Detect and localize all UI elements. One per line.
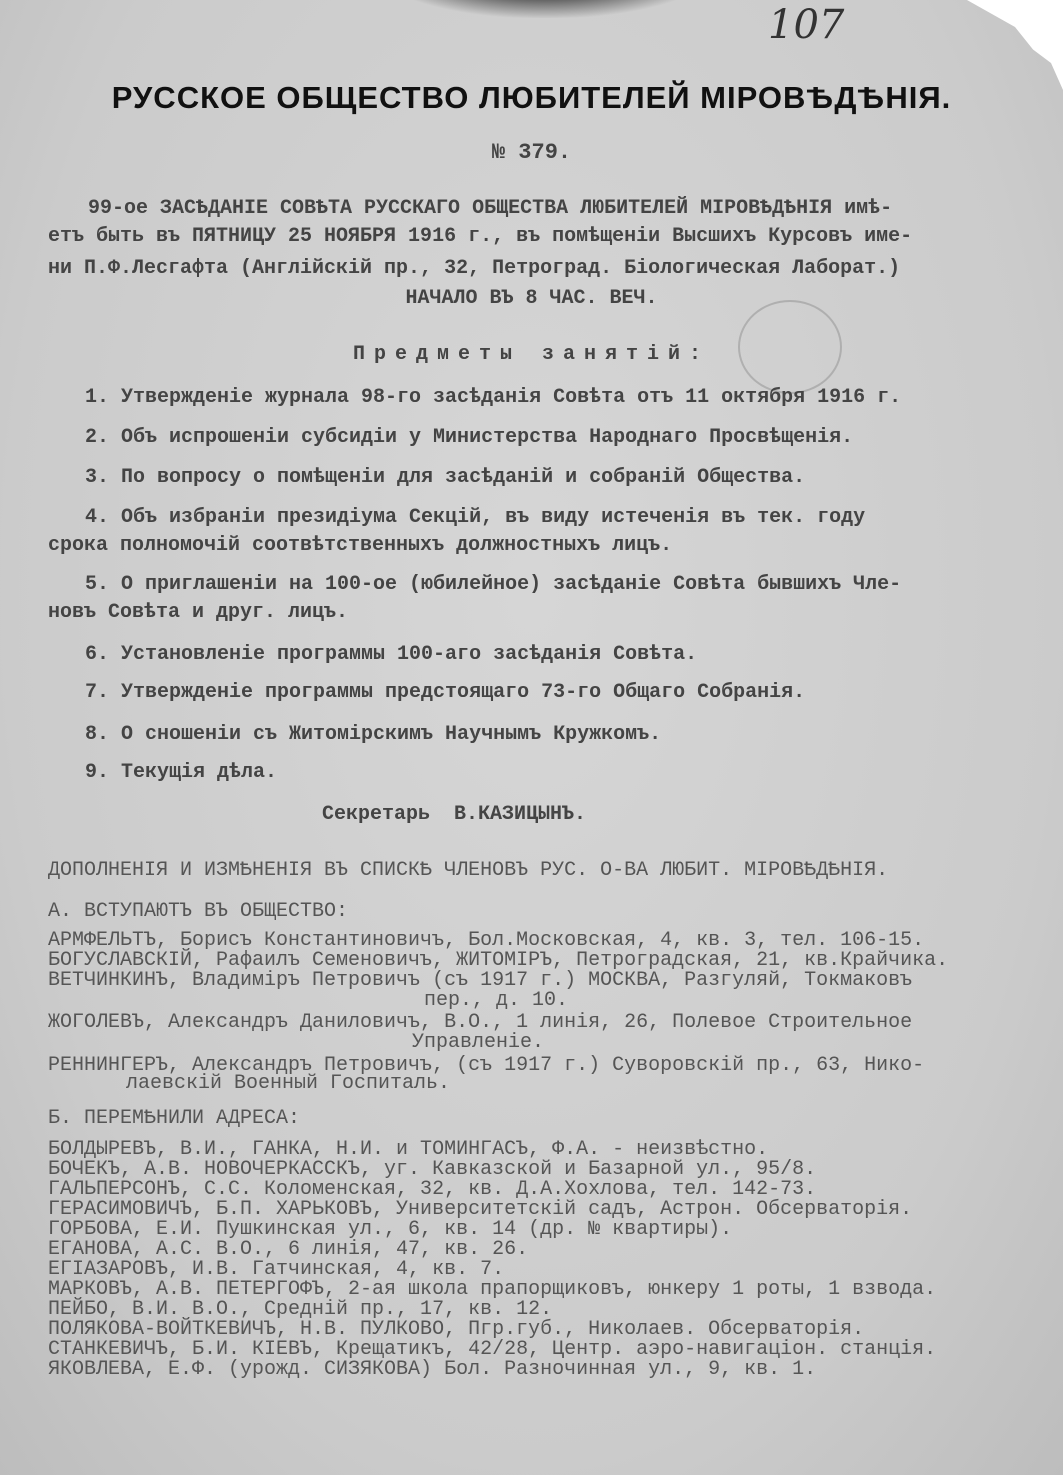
address-change-entry: ЯКОВЛЕВА, Е.Ф. (урожд. СИЗЯКОВА) Бол. Разночинная ул., 9, кв. 1. [48,1358,817,1381]
address-change-entry: МАРКОВЪ, А.В. ПЕТЕРГОФЪ, 2-ая школа прапорщиковъ, юнкеру 1 роты, 1 взвода. [48,1278,937,1301]
agenda-heading: Предметы занятій: [352,343,711,366]
changes-heading: ДОПОЛНЕНІЯ И ИЗМѢНЕНІЯ ВЪ СПИСКѢ ЧЛЕНОВЪ РУС. О-ВА ЛЮБИТ. МІРОВѢДѢНІЯ. [48,859,889,882]
announcement-line: ни П.Ф.Лесгафта (Англійскій пр., 32, Петроград. Біологическая Лаборат.) [48,257,901,280]
agenda-item: 9. Текущія дѣла. [85,761,278,784]
agenda-item: 4. Объ избраніи президіума Секцій, въ виду истеченія въ тек. году [85,506,866,529]
agenda-item: 5. О приглашеніи на 100-ое (юбилейное) засѣданіе Совѣта бывшихъ Чле- [85,573,902,596]
agenda-item: 1. Утвержденіе журнала 98-го засѣданія Совѣта отъ 11 октября 1916 г. [85,386,902,409]
address-change-entry: ГОРБОВА, Е.И. Пушкинская ул., 6, кв. 14 (др. № квартиры). [48,1218,733,1241]
address-change-entry: ЕГАНОВА, А.С. В.О., 6 линія, 47, кв. 26. [48,1238,529,1261]
handwritten-page-number: 107 [768,2,845,48]
section-a-heading: А. ВСТУПАЮТЪ ВЪ ОБЩЕСТВО: [48,900,349,923]
member-entry: ВЕТЧИНКИНЪ, Владиміръ Петровичъ (съ 1917 г.) МОСКВА, Разгуляй, Токмаковъ [48,969,913,992]
address-change-entry: ПОЛЯКОВА-ВОЙТКЕВИЧЪ, Н.В. ПУЛКОВО, Пгр.губ., Николаев. Обсерваторія. [48,1318,865,1341]
member-entry: РЕННИНГЕРЪ, Александръ Петровичъ, (съ 1917 г.) Суворовскій пр., 63, Нико- [48,1054,925,1077]
address-change-entry: СТАНКЕВИЧЪ, Б.И. КІЕВЪ, Крещатикъ, 42/28, Центр. аэро-навигаціон. станція. [48,1338,937,1361]
document-number: № 379. [491,140,572,165]
member-entry: АРМФЕЛЬТЪ, Борисъ Константиновичъ, Бол.Московская, 4, кв. 3, тел. 106-15. [48,929,925,952]
agenda-item: 2. Объ испрошеніи субсидіи у Министерства Народнаго Просвѣщенія. [85,426,854,449]
announcement-line: етъ быть въ ПЯТНИЦУ 25 НОЯБРЯ 1916 г., въ помѣщеніи Высшихъ Курсовъ име- [48,225,913,248]
address-change-entry: БОЧЕКЪ, А.В. НОВОЧЕРКАССКЪ, уг. Кавказской и Базарной ул., 95/8. [48,1158,817,1181]
member-entry-continuation: Управленіе. [412,1031,545,1054]
agenda-item-continuation: новъ Совѣта и друг. лицъ. [48,601,349,624]
document-title: РУССКОЕ ОБЩЕСТВО ЛЮБИТЕЛЕЙ МІРОВѢДѢНІЯ. [111,80,952,115]
section-b-heading: Б. ПЕРЕМѢНИЛИ АДРЕСА: [48,1107,301,1130]
agenda-item: 6. Установленіе программы 100-аго засѣданія Совѣта. [85,643,698,666]
address-change-entry: БОЛДЫРЕВЪ, В.И., ГАНКА, Н.И. и ТОМИНГАСЪ, Ф.А. - неизвѣстно. [48,1138,769,1161]
agenda-item: 8. О сношеніи съ Житомірскимъ Научнымъ Кружкомъ. [85,723,662,746]
address-change-entry: ПЕЙБО, В.И. В.О., Средній пр., 17, кв. 12. [48,1298,553,1321]
member-entry-continuation: пер., д. 10. [424,989,569,1012]
agenda-item-continuation: срока полномочій соотвѣтственныхъ должностныхъ лицъ. [48,534,673,557]
secretary-signature: Секретарь В.КАЗИЦЫНЪ. [322,803,587,826]
member-entry-continuation: лаевскій Военный Госпиталь. [126,1072,451,1095]
announcement-line: 99-ое ЗАСѢДАНІЕ СОВѢТА РУССКАГО ОБЩЕСТВА ЛЮБИТЕЛЕЙ МІРОВѢДѢНІЯ имѣ- [88,197,893,220]
meeting-start-time: НАЧАЛО ВЪ 8 ЧАС. ВЕЧ. [405,287,658,310]
address-change-entry: ГАЛЬПЕРСОНЪ, С.С. Коломенская, 32, кв. Д.А.Хохлова, тел. 142-73. [48,1178,817,1201]
agenda-item: 3. По вопросу о помѣщеніи для засѣданій и собраній Общества. [85,466,806,489]
address-change-entry: ГЕРАСИМОВИЧЪ, Б.П. ХАРЬКОВЪ, Университетскій садъ, Астрон. Обсерваторія. [48,1198,913,1221]
member-entry: БОГУСЛАВСКІЙ, Рафаилъ Семеновичъ, ЖИТОМІРЪ, Петроградская, 21, кв.Крайчика. [48,949,949,972]
address-change-entry: ЕГІАЗАРОВЪ, И.В. Гатчинская, 4, кв. 7. [48,1258,505,1281]
agenda-item: 7. Утвержденіе программы предстоящаго 73-го Общаго Собранія. [85,681,806,704]
member-entry: ЖОГОЛЕВЪ, Александръ Даниловичъ, В.О., 1 линія, 26, Полевое Строительное [48,1011,913,1034]
